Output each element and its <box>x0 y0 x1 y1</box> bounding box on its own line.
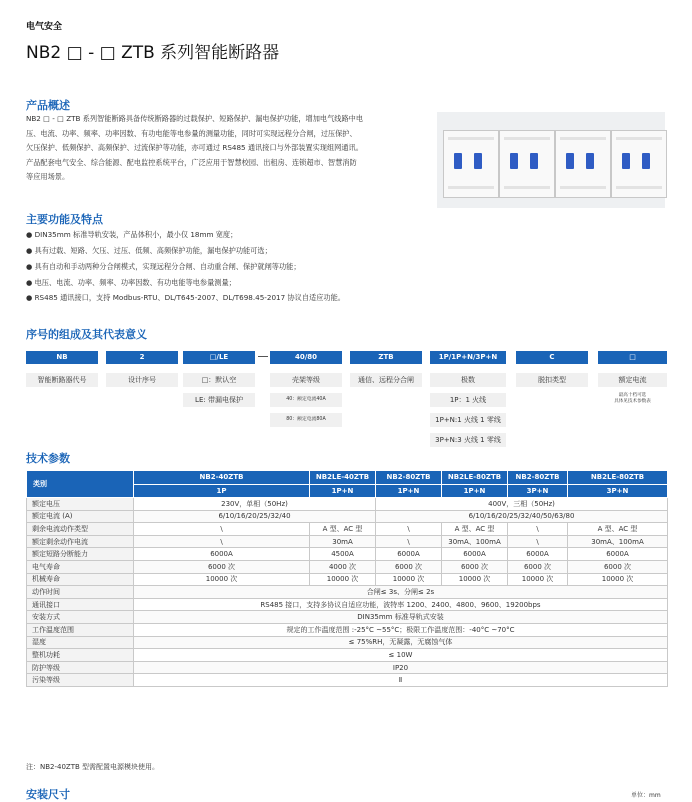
specs-table <box>26 470 668 687</box>
overview-line: 产品配套电气安全、综合能源、配电监控系统平台，广泛应用于智慧校园、出租房、连锁超市、智慧消防 <box>26 157 357 167</box>
table-cell: 230V，单相（50Hz) <box>134 498 376 511</box>
row-label: 额定短路分断能力 <box>27 548 134 561</box>
table-cell: 6/10/16/20/25/32/40 <box>134 510 376 523</box>
category-tag: 电气安全 <box>26 22 63 32</box>
code-label: 智能断路器代号 <box>26 373 98 387</box>
table-cell: A 型、AC 型 <box>442 523 508 536</box>
code-dash <box>258 356 268 357</box>
code-label: 极数 <box>430 373 506 387</box>
category-header: 类别 <box>27 471 134 498</box>
row-label: 额定电压 <box>27 498 134 511</box>
table-cell: \ <box>508 523 568 536</box>
row-label: 剩余电流动作类型 <box>27 523 134 536</box>
row-label: 防护等级 <box>27 661 134 674</box>
feature-text: 电压、电流、功率、频率、功率因数、有功电能等电参量测量； <box>34 278 236 287</box>
table-cell: \ <box>376 523 442 536</box>
code-label: 设计序号 <box>106 373 178 387</box>
model-header: NB2-80ZTB <box>376 471 442 485</box>
table-cell: 6000 次 <box>376 560 442 573</box>
install-heading: 安装尺寸 <box>26 788 70 801</box>
code-box-comm: ZTB <box>350 351 422 364</box>
pole-header: 1P+N <box>442 484 508 498</box>
row-label: 机械寿命 <box>27 573 134 586</box>
table-cell: RS485 接口，支持多协议自适应功能，波特率 1200、2400、4800、9600、19200bps <box>134 598 668 611</box>
code-box-design: 2 <box>106 351 178 364</box>
table-cell: 6000A <box>568 548 668 561</box>
table-row <box>27 586 668 599</box>
feature-item: ● 具有自动和手动两种分合闸模式，实现远程分合闸、自动重合闸、保护就闸等功能； <box>26 262 301 271</box>
feature-text: RS485 通讯接口，支持 Modbus-RTU、DL/T645-2007、DL/T698.45-2017 协议自适应功能。 <box>34 293 345 302</box>
table-cell: ≤ 75%RH，无凝露，无腐蚀气体 <box>134 636 668 649</box>
table-cell: 10000 次 <box>568 573 668 586</box>
code-box-le: □/LE <box>183 351 255 364</box>
code-box-poles: 1P/1P+N/3P+N <box>430 351 506 364</box>
frame-note-80: 80：额定电流80A <box>270 413 342 427</box>
code-label: 壳架等级 <box>270 373 342 387</box>
table-row <box>27 510 668 523</box>
specs-heading: 技术参数 <box>26 452 70 465</box>
code-box-current: □ <box>598 351 667 364</box>
code-label-le: LE: 带漏电保护 <box>183 393 255 407</box>
row-label: 污染等级 <box>27 674 134 687</box>
code-label: 通信、远程分合闸 <box>350 373 422 387</box>
table-cell: 30mA、100mA <box>442 535 508 548</box>
table-row <box>27 674 668 687</box>
row-label: 电气寿命 <box>27 560 134 573</box>
table-header-row <box>27 471 668 485</box>
table-cell: \ <box>376 535 442 548</box>
feature-item: ● DIN35mm 标准导轨安装，产品体积小，最小仅 18mm 宽度； <box>26 230 238 239</box>
pole-header: 1P <box>134 484 310 498</box>
code-label: 脱扣类型 <box>516 373 588 387</box>
table-cell: 6000A <box>134 548 310 561</box>
code-label: 额定电流 <box>598 373 667 387</box>
table-cell: A 型、AC 型 <box>310 523 376 536</box>
overview-text <box>26 112 436 185</box>
table-cell: 6000 次 <box>442 560 508 573</box>
table-cell: A 型、AC 型 <box>568 523 668 536</box>
code-box-trip: C <box>516 351 588 364</box>
table-cell: 规定的工作温度范围 :-25°C ~55°C；极限工作温度范围：-40°C ~70°C <box>134 623 668 636</box>
pole-header: 1P+N <box>376 484 442 498</box>
footnote: 注：NB2-40ZTB 型需配置电源模块使用。 <box>26 763 160 771</box>
feature-item: ● RS485 通讯接口，支持 Modbus-RTU、DL/T645-2007、DL/T698.45-2017 协议自适应功能。 <box>26 293 345 302</box>
overview-line: 欠压保护、低频保护、高频保护、过流保护等功能，亦可通过 RS485 通讯接口与外部装置实现组网通讯。 <box>26 143 363 152</box>
table-row <box>27 560 668 573</box>
row-label: 工作温度范围 <box>27 623 134 636</box>
table-row <box>27 611 668 624</box>
pole-note: 1P+N:1 火线 1 零线 <box>430 413 506 427</box>
table-cell: 合闸≤ 3s、分闸≤ 2s <box>134 586 668 599</box>
table-row <box>27 548 668 561</box>
model-header: NB2-40ZTB <box>134 471 310 485</box>
row-label: 通讯接口 <box>27 598 134 611</box>
pole-note: 3P+N:3 火线 1 零线 <box>430 433 506 447</box>
page-title: NB2 □ - □ ZTB 系列智能断路器 <box>26 43 280 63</box>
code-box-nb: NB <box>26 351 98 364</box>
code-box-frame: 40/80 <box>270 351 342 364</box>
table-cell: 4000 次 <box>310 560 376 573</box>
pole-note: 1P：1 火线 <box>430 393 506 407</box>
table-row <box>27 598 668 611</box>
table-row <box>27 623 668 636</box>
feature-item: ● 具有过载、短路、欠压、过压、低频、高频保护功能，漏电保护功能可选； <box>26 246 272 255</box>
overview-line: 等应用场景。 <box>26 172 70 181</box>
table-cell: 10000 次 <box>376 573 442 586</box>
overview-heading: 产品概述 <box>26 99 70 112</box>
table-row <box>27 636 668 649</box>
pole-header: 3P+N <box>508 484 568 498</box>
table-cell: 6000 次 <box>568 560 668 573</box>
feature-text: 具有过载、短路、欠压、过压、低频、高频保护功能，漏电保护功能可选； <box>34 246 272 255</box>
table-cell: Ⅱ <box>134 674 668 687</box>
table-cell: 6000A <box>508 548 568 561</box>
row-label: 动作时间 <box>27 586 134 599</box>
table-cell: 10000 次 <box>442 573 508 586</box>
pole-header: 3P+N <box>568 484 668 498</box>
table-cell: IP20 <box>134 661 668 674</box>
table-cell: 10000 次 <box>310 573 376 586</box>
model-header: NB2LE-80ZTB <box>442 471 508 485</box>
feature-text: DIN35mm 标准导轨安装，产品体积小，最小仅 18mm 宽度； <box>34 230 238 239</box>
code-heading: 序号的组成及其代表意义 <box>26 328 147 341</box>
table-row <box>27 535 668 548</box>
overview-line: 压、电流、功率、频率、功率因数、有功电能等电参量的测量功能，同时可实现远程分合闸，过压保护、 <box>26 128 357 138</box>
table-row <box>27 498 668 511</box>
table-cell: 6000A <box>442 548 508 561</box>
table-row <box>27 573 668 586</box>
row-label: 湿度 <box>27 636 134 649</box>
table-row <box>27 649 668 662</box>
table-cell: 6000A <box>376 548 442 561</box>
features-heading: 主要功能及特点 <box>26 213 103 226</box>
table-cell: 6000 次 <box>134 560 310 573</box>
table-cell: \ <box>134 535 310 548</box>
feature-item: ● 电压、电流、功率、频率、功率因数、有功电能等电参量测量； <box>26 278 236 287</box>
table-cell: 30mA、100mA <box>568 535 668 548</box>
table-row <box>27 661 668 674</box>
unit-label: 单位：mm <box>631 792 661 799</box>
model-header: NB2-80ZTB <box>508 471 568 485</box>
table-cell: 400V，三相（50Hz) <box>376 498 668 511</box>
feature-text: 具有自动和手动两种分合闸模式，实现远程分合闸、自动重合闸、保护就闸等功能； <box>34 262 301 271</box>
table-cell: 30mA <box>310 535 376 548</box>
table-cell: DIN35mm 标准导轨式安装 <box>134 611 668 624</box>
table-cell: 10000 次 <box>134 573 310 586</box>
model-header: NB2LE-80ZTB <box>568 471 668 485</box>
table-cell: 6/10/16/20/25/32/40/50/63/80 <box>376 510 668 523</box>
frame-note-40: 40：额定电流40A <box>270 393 342 407</box>
table-cell: \ <box>134 523 310 536</box>
code-label: □：默认空 <box>183 373 255 387</box>
table-cell: ≤ 10W <box>134 649 668 662</box>
product-image <box>437 112 665 208</box>
row-label: 整机功耗 <box>27 649 134 662</box>
table-cell: 10000 次 <box>508 573 568 586</box>
table-cell: 4500A <box>310 548 376 561</box>
pole-header: 1P+N <box>310 484 376 498</box>
row-label: 额定剩余动作电流 <box>27 535 134 548</box>
table-cell: \ <box>508 535 568 548</box>
current-note: 最高十档可选 具体见技术参数表 <box>614 393 651 404</box>
model-header: NB2LE-40ZTB <box>310 471 376 485</box>
table-row <box>27 523 668 536</box>
table-cell: 6000 次 <box>508 560 568 573</box>
row-label: 安装方式 <box>27 611 134 624</box>
row-label: 额定电流 (A) <box>27 510 134 523</box>
overview-line: NB2 □ - □ ZTB 系列智能断路具备传统断路器的过载保护、短路保护、漏电保护功能，增加电气线路中电 <box>26 114 364 123</box>
